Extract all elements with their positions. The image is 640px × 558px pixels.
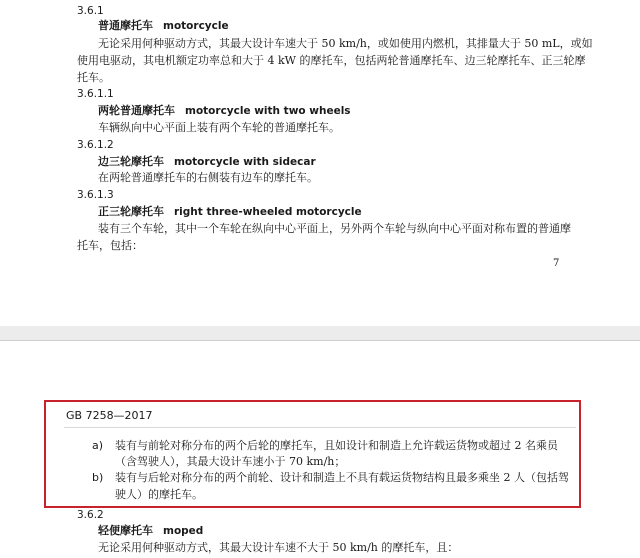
term-cn: 普通摩托车 (98, 19, 153, 32)
page-number: 7 (553, 258, 560, 269)
term-heading (98, 155, 316, 169)
list-marker: a) (92, 439, 104, 452)
section-number: 3.6.1.1 (77, 88, 114, 100)
term-cn: 两轮普通摩托车 (98, 104, 175, 117)
list-item-text: 驶人）的摩托车。 (115, 488, 203, 501)
section-number: 3.6.1 (77, 5, 104, 17)
section-number: 3.6.2 (77, 509, 104, 521)
body-text: 装有三个车轮，其中一个车轮在纵向中心平面上，另外两个车轮与纵向中心平面对称布置的普通摩 (98, 222, 571, 235)
body-text: 托车，包括： (77, 239, 143, 252)
body-text: 在两轮普通摩托车的右侧装有边车的摩托车。 (98, 171, 318, 184)
term-heading (98, 19, 229, 33)
list-item-text: 装有与前轮对称分布的两个后轮的摩托车，且如设计和制造上允许载运货物或超过 2 名乘员 (115, 439, 558, 452)
term-cn: 轻便摩托车 (98, 524, 153, 537)
list-marker: b) (92, 471, 104, 484)
list-item-text: 装有与后轮对称分布的两个前轮、设计和制造上不具有载运货物结构且最多乘坐 2 人（包括驾 (115, 471, 569, 484)
body-text: 托车。 (77, 71, 110, 84)
term-cn: 边三轮摩托车 (98, 155, 164, 168)
section-number: 3.6.1.2 (77, 139, 114, 151)
term-en: motorcycle (163, 20, 229, 32)
term-en: motorcycle with sidecar (174, 156, 316, 168)
section-number: 3.6.1.3 (77, 189, 114, 201)
body-text: 无论采用何种驱动方式，其最大设计车速大于 50 km/h，或如使用内燃机，其排量大于 50 mL，或如 (98, 37, 593, 50)
term-heading (98, 205, 362, 219)
term-en: moped (163, 525, 204, 537)
document-page-bottom (0, 341, 640, 558)
body-text: 无论采用何种驱动方式，其最大设计车速不大于 50 km/h 的摩托车，且： (98, 541, 459, 554)
header-rule (64, 427, 576, 428)
page-separator (0, 326, 640, 341)
standard-id: GB 7258—2017 (66, 409, 153, 422)
term-heading (98, 524, 203, 538)
term-heading (98, 104, 351, 118)
list-item-text: （含驾驶人），其最大设计车速小于 70 km/h； (115, 455, 346, 468)
body-text: 使用电驱动，其电机额定功率总和大于 4 kW 的摩托车，包括两轮普通摩托车、边三轮摩托车、正三轮摩 (77, 54, 586, 67)
body-text: 车辆纵向中心平面上装有两个车轮的普通摩托车。 (98, 121, 340, 134)
term-cn: 正三轮摩托车 (98, 205, 164, 218)
term-en: right three-wheeled motorcycle (174, 206, 362, 218)
term-en: motorcycle with two wheels (185, 105, 351, 117)
